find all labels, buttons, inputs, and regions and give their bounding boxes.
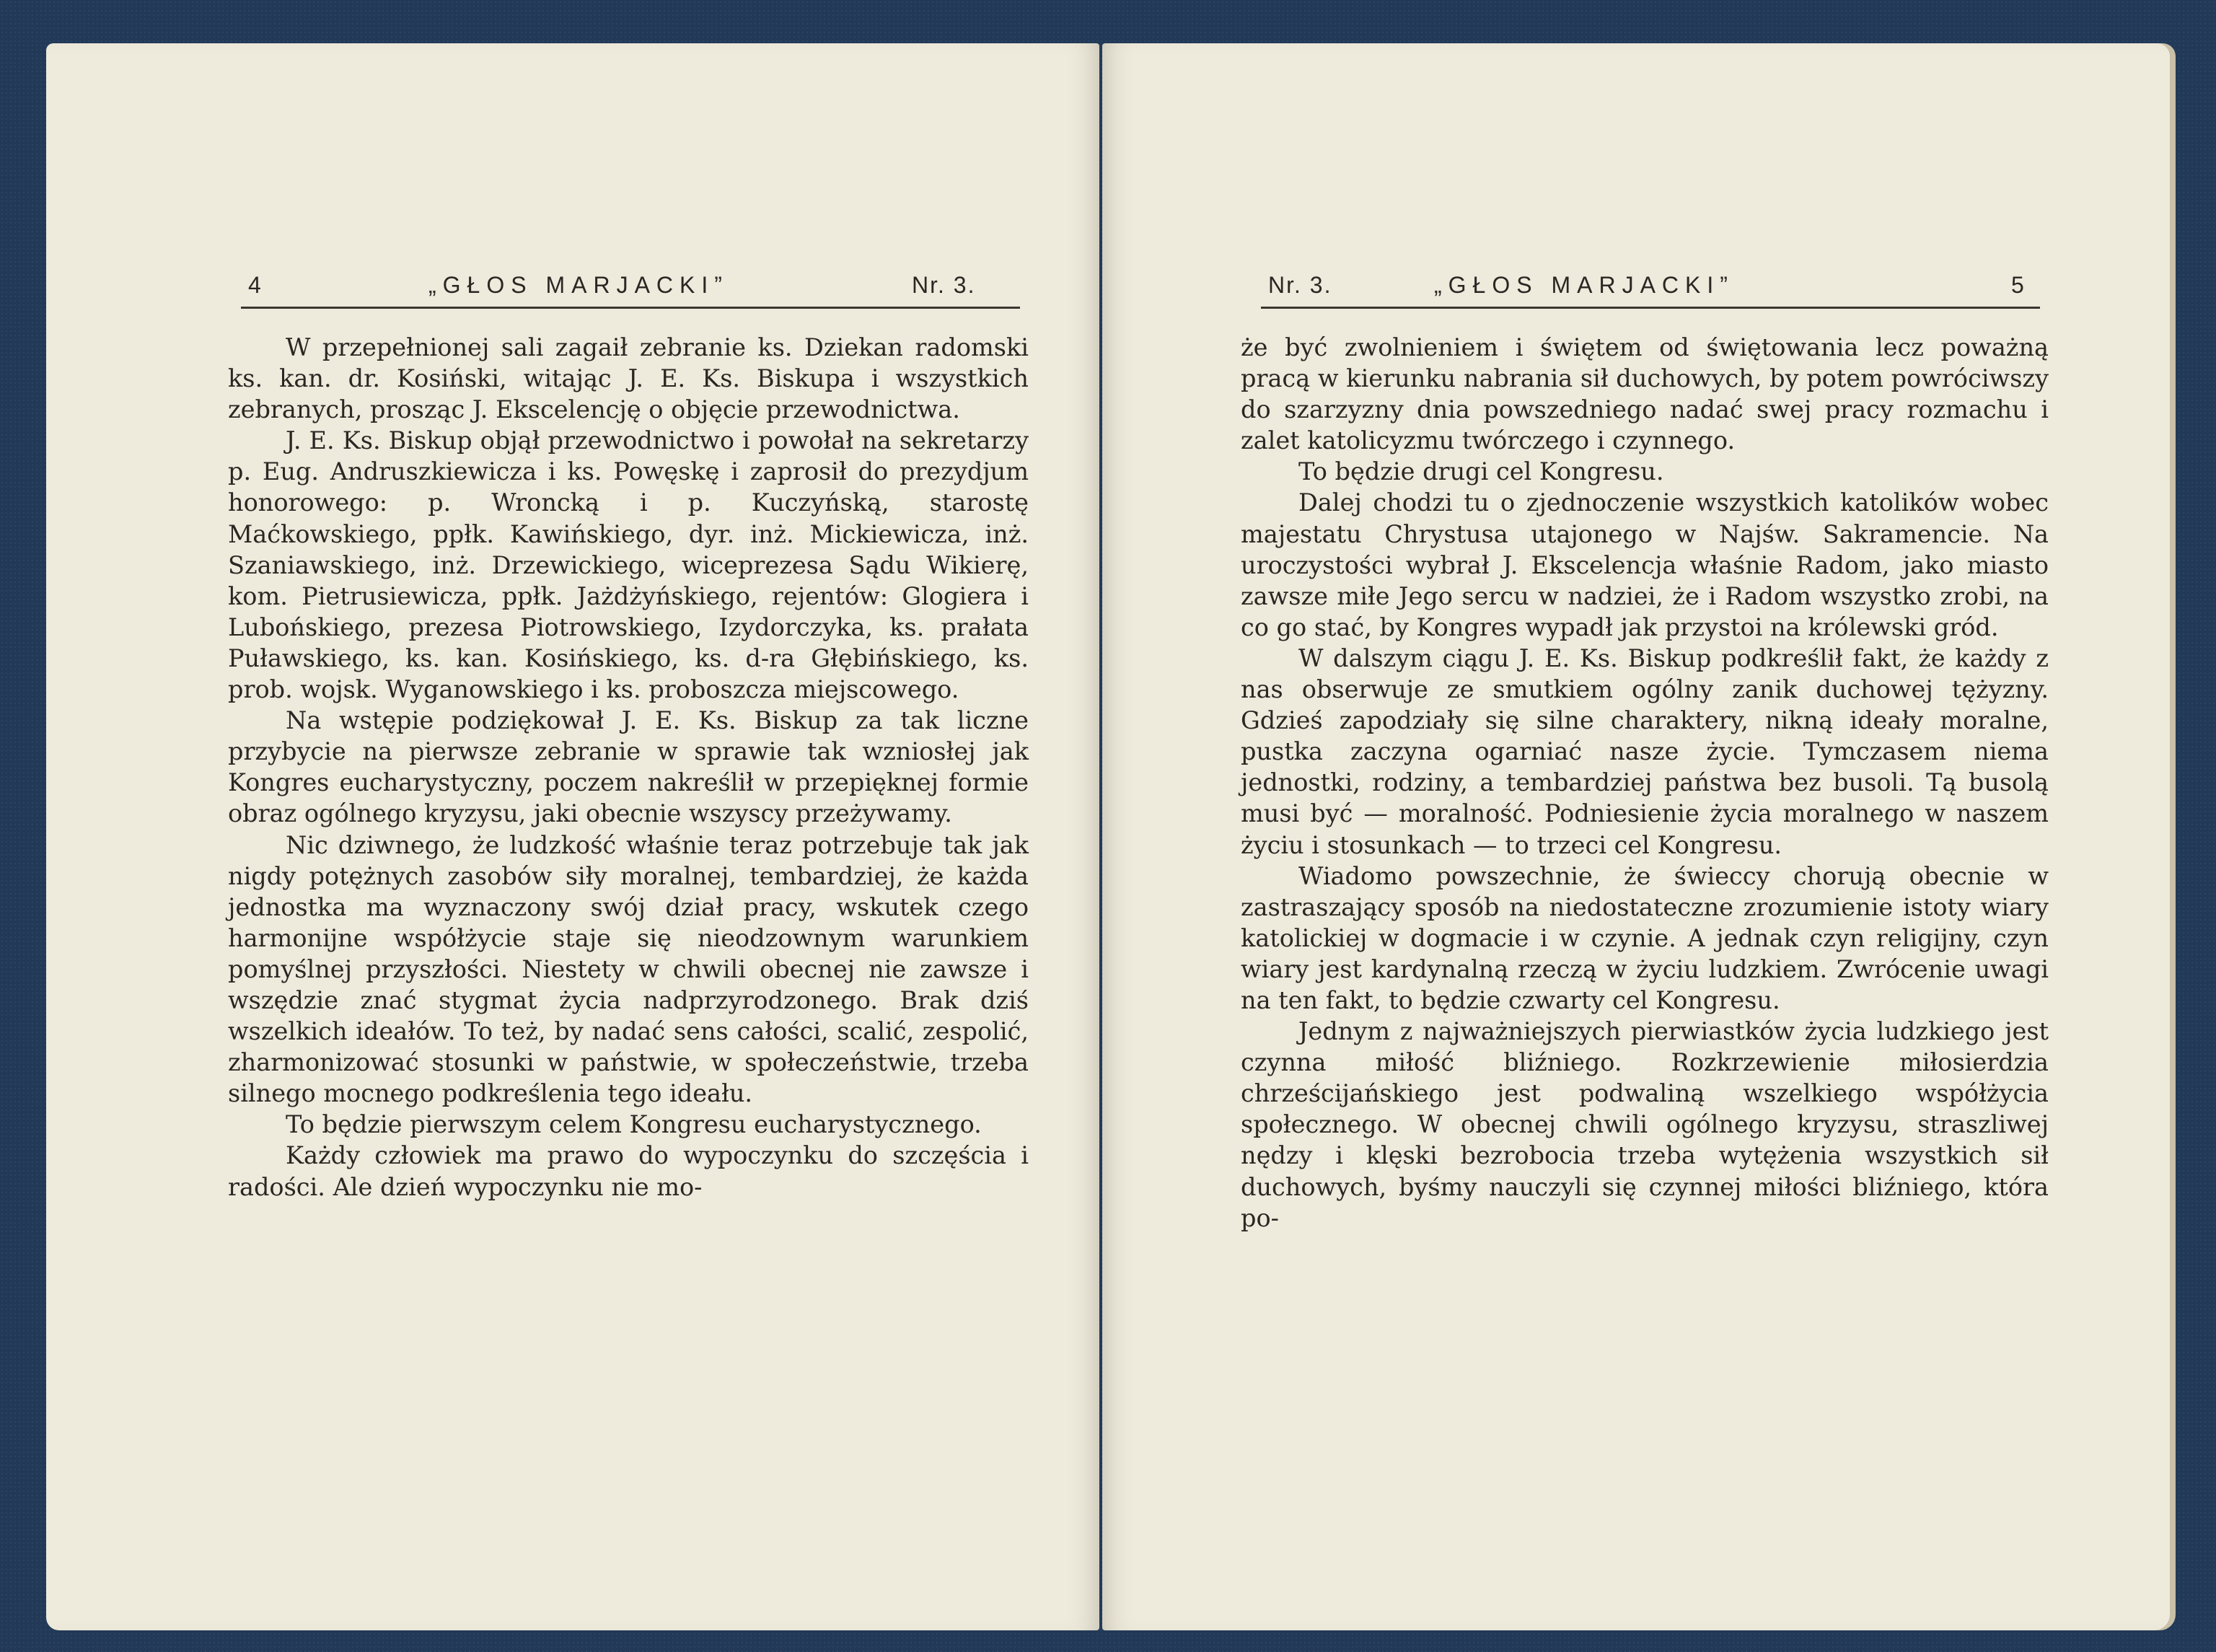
left-paragraph-6: Każdy człowiek ma prawo do wypoczynku do szczęścia i radości. Ale dzień wypoczynku nie mo- xyxy=(228,1141,1029,1201)
right-paragraph-1: że być zwolnieniem i świętem od świętowania lecz poważną pracą w kierunku nabrania sił duchowych, by potem powróciwszy do szarzyzny dnia powszedniego nadać swej pracy rozmachu i zalet katolicyzmu twórczego i czynnego. xyxy=(1241,333,2049,455)
right-header-title: „GŁOS MARJACKI” xyxy=(1434,272,1734,298)
left-page xyxy=(46,43,1099,1630)
left-page-number: 4 xyxy=(248,272,268,298)
left-paragraph-5: To będzie pierwszym celem Kongresu eucharystycznego. xyxy=(286,1110,982,1139)
left-paragraph-2: J. E. Ks. Biskup objął przewodnictwo i powołał na sekretarzy p. Eug. Andruszkiewicza i ks. Powęskę i zaprosił do prezydjum honorowego: p. Wroncką i p. Kuczyńską, starostę Maćkowskiego, ppłk. Kawińskiego, dyr. inż. Mickiewicza, inż. Szaniawskiego, inż. Drzewickiego, wiceprezesa Sądu Wikierę, kom. Pietrusiewicza, ppłk. Jażdżyńskiego, rejentów: Glogiera i Lubońskiego, prezesa Piotrowskiego, Izydorczyka, ks. prałata Puławskiego, ks. kan. Kosińskiego, ks. d-ra Głębińskiego, ks. prob. wojsk. Wyganowskiego i ks. proboszcza miejscowego. xyxy=(228,426,1029,704)
left-header-title: „GŁOS MARJACKI” xyxy=(428,272,729,298)
left-paragraph-3: Na wstępie podziękował J. E. Ks. Biskup za tak liczne przybycie na pierwsze zebranie w sprawie tak wzniosłej jak Kongres eucharystyczny, poczem nakreślił w przepięknej formie obraz ogólnego kryzysu, jaki obecnie wszyscy przeżywamy. xyxy=(228,706,1029,828)
right-paragraph-2: To będzie drugi cel Kongresu. xyxy=(1298,457,1664,486)
right-paragraph-6: Jednym z najważniejszych pierwiastków życia ludzkiego jest czynna miłość bliźniego. Rozkrzewienie miłosierdzia chrześcijańskiego jest podwaliną wszelkiego współżycia społecznego. W obecnej chwili ogólnego kryzysu, straszliwej nędzy i klęski bezrobocia trzeba wytężenia wszystkich sił duchowych, byśmy nauczyli się czynnej miłości bliźniego, która po- xyxy=(1241,1017,2049,1232)
right-paragraph-4: W dalszym ciągu J. E. Ks. Biskup podkreślił fakt, że każdy z nas obserwuje ze smutkiem ogólny zanik duchowej tężyzny. Gdzieś zapodziały się silne charaktery, nikną ideały moralne, pustka zaczyna ogarniać nasze życie. Tymczasem niema jednostki, rodziny, a tembardziej państwa bez busoli. Tą busolą musi być — moralność. Podniesienie życia moralnego w naszem życiu i stosunkach — to trzeci cel Kongresu. xyxy=(1241,643,2049,859)
right-running-header xyxy=(1261,263,2040,309)
left-page-body xyxy=(228,332,1029,1203)
left-paragraph-4: Nic dziwnego, że ludzkość właśnie teraz potrzebuje tak jak nigdy potężnych zasobów siły moralnej, tembardziej, że każda jednostka ma wyznaczony swój dział pracy, wskutek czego harmonijne współżycie staje się nieodzownym warunkiem pomyślnej przyszłości. Niestety w chwili obecnej nie zawsze i wszędzie znać stygmat życia nadprzyrodzonego. Brak dziś wszelkich ideałów. To też, by nadać sens całości, scalić, zespolić, zharmonizować stosunki w państwie, w społeczeństwie, trzeba silnego mocnego podkreślenia tego ideału. xyxy=(228,830,1029,1108)
left-running-header xyxy=(241,263,1020,309)
right-page xyxy=(1102,43,2170,1630)
left-header-issue: Nr. 3. xyxy=(912,272,976,298)
left-paragraph-1: W przepełnionej sali zagaił zebranie ks. Dziekan radomski ks. kan. dr. Kosiński, witając J. E. Ks. Biskupa i wszystkich zebranych, prosząc J. Ekscelencję o objęcie przewodnictwa. xyxy=(228,333,1029,424)
right-paragraph-3: Dalej chodzi tu o zjednoczenie wszystkich katolików wobec majestatu Chrystusa utajonego w Najśw. Sakramencie. Na uroczystości wybrał J. Ekscelencja właśnie Radom, jako miasto zawsze miłe Jego sercu w nadziei, że i Radom wszystko zrobi, na co go stać, by Kongres wypadł jak przystoi na królewski gród. xyxy=(1241,488,2049,641)
right-page-number: 5 xyxy=(2011,272,2031,298)
right-page-body xyxy=(1241,332,2049,1234)
right-paragraph-5: Wiadomo powszechnie, że świeccy chorują obecnie w zastraszający sposób na niedostateczne zrozumienie istoty wiary katolickiej w dogmacie i w czynie. A jednak czyn religijny, czyn wiary jest kardynalną rzeczą w życiu ludzkiem. Zwrócenie uwagi na ten fakt, to będzie czwarty cel Kongresu. xyxy=(1241,861,2049,1014)
right-header-issue: Nr. 3. xyxy=(1268,272,1332,298)
